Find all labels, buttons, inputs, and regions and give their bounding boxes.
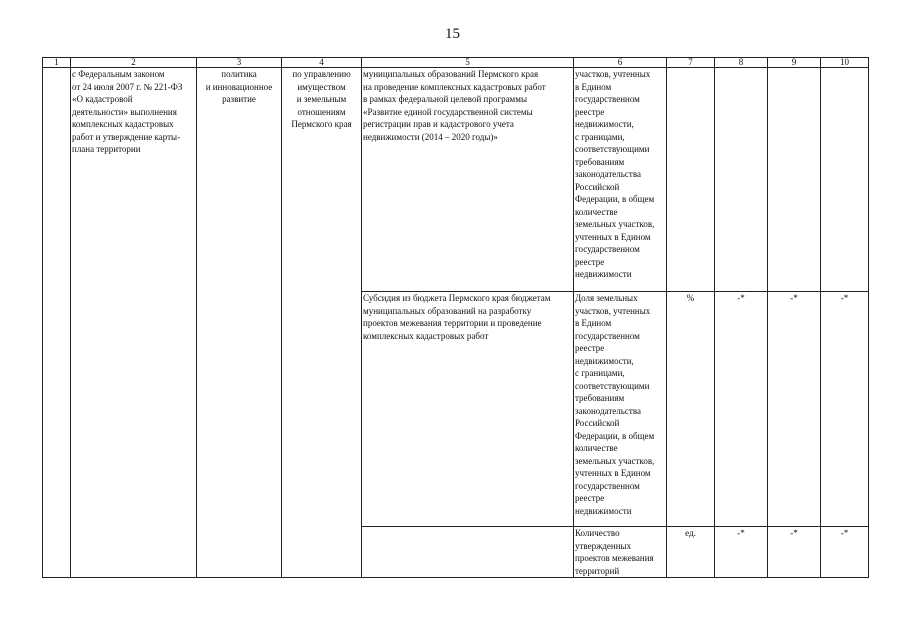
unit-cell: ед. xyxy=(667,527,715,578)
column-number-row xyxy=(43,58,869,68)
column-number: 5 xyxy=(362,58,574,68)
page-number: 15 xyxy=(445,26,460,42)
column-number: 10 xyxy=(821,58,869,68)
cell-empty xyxy=(43,68,71,578)
unit-cell: % xyxy=(667,292,715,527)
column-number: 1 xyxy=(43,58,71,68)
measure-cell: муниципальных образований Пермского края на проведение комплексных кадастровых работ в рамках федеральной целевой программы «Развитие единой государственной системы регистрации прав и кадастрового учета недвижимости (2014 – 2020 годы)» xyxy=(362,68,574,292)
value-cell: -* xyxy=(821,527,869,578)
measure-cell xyxy=(362,527,574,578)
value-cell: -* xyxy=(715,527,768,578)
value-cell: -* xyxy=(821,292,869,527)
value-cell xyxy=(715,68,768,292)
responsible-body-cell: по управлению имуществом и земельным отношениям Пермского края xyxy=(282,68,362,578)
indicator-cell: участков, учтенных в Едином государственном реестре недвижимости, с границами, соответствующими требованиям законодательства Российской Федерации, в общем количестве земельных участков, учтенных в Едином государственном реестре недвижимости xyxy=(574,68,667,292)
indicator-cell: Доля земельных участков, учтенных в Едином государственном реестре недвижимости, с границами, соответствующими требованиям законодательства Российской Федерации, в общем количестве земельных участков, учтенных в Едином государственном реестре недвижимости xyxy=(574,292,667,527)
column-number: 7 xyxy=(667,58,715,68)
column-number: 2 xyxy=(71,58,197,68)
value-cell: -* xyxy=(768,527,821,578)
indicator-cell: Количество утвержденных проектов межевания территорий xyxy=(574,527,667,578)
column-number: 6 xyxy=(574,58,667,68)
measure-cell: Субсидия из бюджета Пермского края бюджетам муниципальных образований на разработку проектов межевания территории и проведение комплексных кадастровых работ xyxy=(362,292,574,527)
column-number: 9 xyxy=(768,58,821,68)
goal-description-cell: с Федеральным законом от 24 июля 2007 г. № 221-ФЗ «О кадастровой деятельности» выполнения комплексных кадастровых работ и утверждение карты- плана территории xyxy=(71,68,197,578)
value-cell: -* xyxy=(768,292,821,527)
value-cell xyxy=(821,68,869,292)
value-cell xyxy=(768,68,821,292)
value-cell: -* xyxy=(715,292,768,527)
program-table xyxy=(42,57,869,578)
column-number: 8 xyxy=(715,58,768,68)
column-number: 4 xyxy=(282,58,362,68)
table-row xyxy=(43,68,869,292)
unit-cell xyxy=(667,68,715,292)
program-name-cell: политика и инновационное развитие xyxy=(197,68,282,578)
column-number: 3 xyxy=(197,58,282,68)
